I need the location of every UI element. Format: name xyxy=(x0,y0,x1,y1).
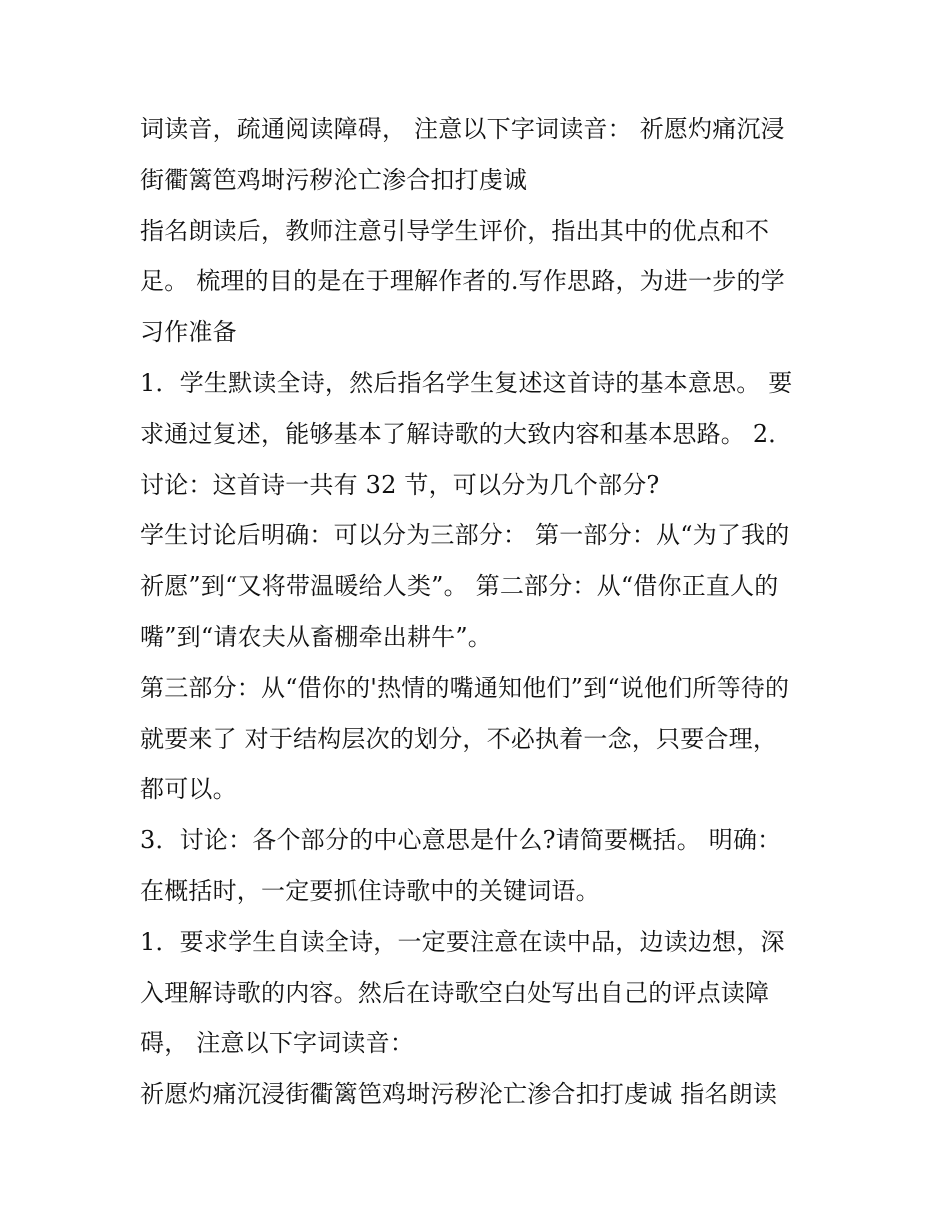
text-line: 碍， 注意以下字词读音： xyxy=(140,1029,415,1058)
text-line: 求通过复述，能够基本了解诗歌的大致内容和基本思路。 2． xyxy=(140,419,793,448)
text-line: 1．学生默读全诗，然后指名学生复述这首诗的基本意思。 要 xyxy=(140,368,793,397)
text-line: 学生讨论后明确：可以分为三部分： 第一部分：从“为了我的 xyxy=(140,521,790,550)
text-line: 就要来了 对于结构层次的划分，不必执着一念，只要合理， xyxy=(140,724,778,753)
text-line: 入理解诗歌的内容。然后在诗歌空白处写出自己的评点读障 xyxy=(140,978,770,1007)
text-line: 习作准备 xyxy=(140,318,237,347)
text-line: 祈愿”到“又将带温暖给人类”。 第二部分：从“借你正直人的 xyxy=(140,572,779,601)
text-line: 街衢篱笆鸡埘污秽沦亡渗合扣打虔诚 xyxy=(140,165,528,194)
text-line: 3．讨论：各个部分的中心意思是什么?请简要概括。 明确： xyxy=(140,826,782,855)
text-line: 嘴”到“请农夫从畜棚牵出耕牛”。 xyxy=(140,622,493,651)
text-line: 词读音，疏通阅读障碍， 注意以下字词读音： 祈愿灼痛沉浸 xyxy=(140,115,785,143)
text-line: 都可以。 xyxy=(140,775,237,804)
text-line: 指名朗读后，教师注意引导学生评价，指出其中的优点和不 xyxy=(140,216,770,245)
text-line: 第三部分：从“借你的'热情的嘴通知他们”到“说他们所等待的 xyxy=(140,673,790,702)
text-line: 讨论：这首诗一共有 32 节，可以分为几个部分? xyxy=(140,470,660,499)
text-line: 1．要求学生自读全诗，一定要注意在读中品，边读边想，深 xyxy=(140,927,785,956)
text-line: 足。 梳理的目的是在于理解作者的.写作思路，为进一步的学 xyxy=(140,267,785,296)
text-line: 在概括时，一定要抓住诗歌中的关键词语。 xyxy=(140,876,600,905)
text-line: 祈愿灼痛沉浸街衢篱笆鸡埘污秽沦亡渗合扣打虔诚 指名朗读 xyxy=(140,1080,778,1109)
document-body xyxy=(140,104,810,1120)
